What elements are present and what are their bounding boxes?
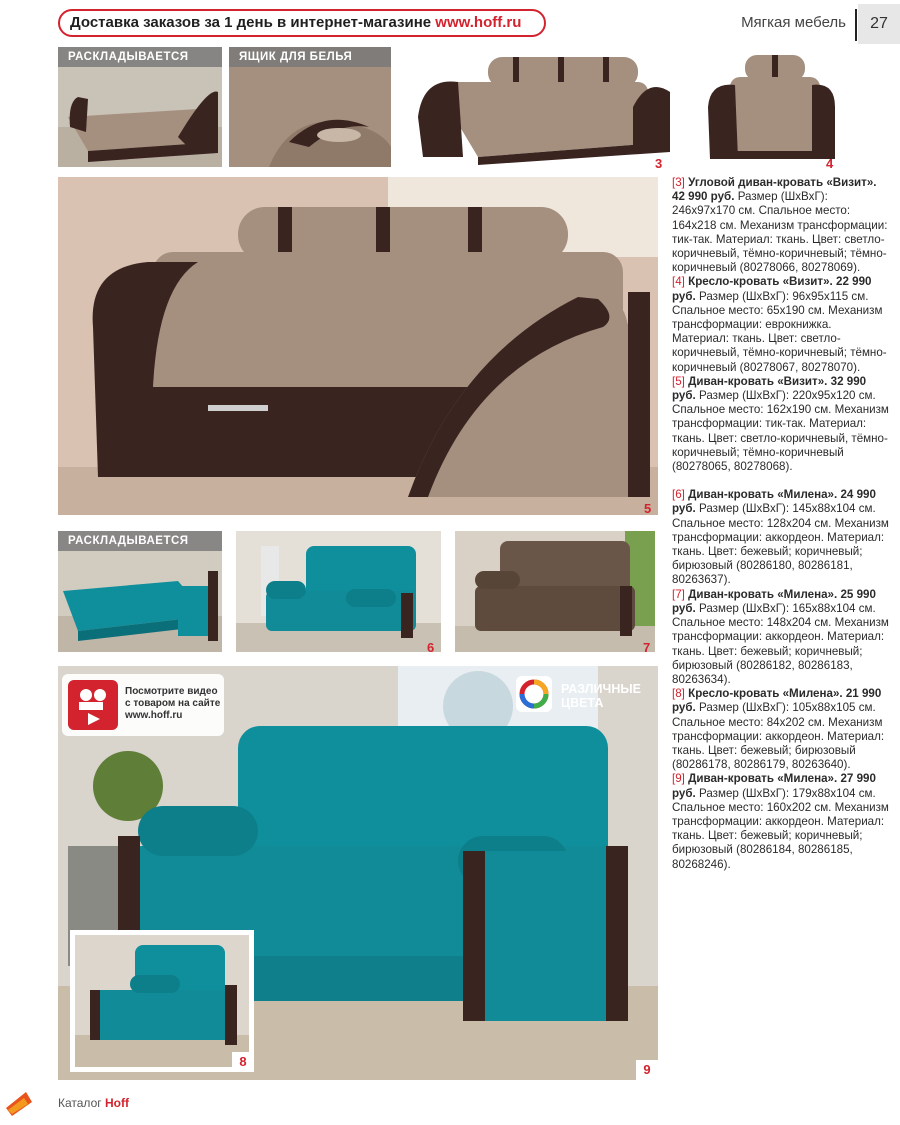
- site-link[interactable]: www.hoff.ru: [435, 14, 522, 31]
- photo-number-6: 6: [427, 640, 435, 655]
- product-9: [9] Диван-кровать «Милена». 27 990 руб. Размер (ШхВхГ): 179х88х104 см. Спальное место: 160х202 см. Механизм трансформации: аккордеон. Материал: ткань. Цвет: бежевый; коричневый; бирюзовый (80286184, 80286185, 80268246).: [672, 772, 889, 871]
- product-5: [5] Диван-кровать «Визит». 32 990 руб. Размер (ШхВхГ): 220х95х120 см. Спальное место: 162х190 см. Механизм трансформации: тик-так. Материал: ткань. Цвет: светло-коричневый, тёмно-коричневый; тёмно-коричневый (80278065, 80278068).: [672, 374, 889, 474]
- product-7: [7] Диван-кровать «Милена». 25 990 руб. Размер (ШхВхГ): 165х88х104 см. Спальное место: 148х204 см. Механизм трансформации: аккордеон. Материал: ткань. Цвет: бежевый; коричневый; бирюзовый (80286182, 80286183, 80263634).: [672, 587, 889, 686]
- photo-unfolded-sofa: [58, 47, 222, 167]
- photo-milena-sofa-7: [455, 531, 655, 652]
- video-promo-box[interactable]: [62, 674, 224, 736]
- inset-photo-frame: [70, 930, 254, 1072]
- tag-linen-box: ЯЩИК ДЛЯ БЕЛЬЯ: [229, 47, 391, 67]
- photo-milena-armchair-8: [75, 935, 249, 1067]
- video-camera-icon: [68, 680, 118, 730]
- photo-sofa-vizit: [58, 177, 658, 515]
- photo-number-5: 5: [644, 501, 652, 516]
- footer-catalog: Каталог Hoff: [58, 1096, 129, 1110]
- product-3: [3] Угловой диван-кровать «Визит». 42 990 руб. Размер (ШхВхГ): 246х97х170 см. Спальное место: 164х218 см. Механизм трансформации: тик-так. Материал: ткань. Цвет: светло-коричневый, тёмно-коричневый; тёмно-коричневый (80278066, 80278069).: [672, 176, 888, 275]
- photo-milena-sofa-6: [236, 531, 441, 652]
- colors-label: РАЗЛИЧНЫЕ ЦВЕТА: [561, 682, 641, 710]
- tag-unfolds: РАСКЛАДЫВАЕТСЯ: [58, 47, 222, 67]
- photo-milena-unfolded: [58, 531, 222, 652]
- photo-number-8: 8: [232, 1052, 254, 1072]
- color-wheel-icon: [516, 676, 552, 712]
- photo-number-7: 7: [643, 640, 651, 655]
- header-divider: [855, 9, 857, 41]
- delivery-banner: [58, 9, 546, 37]
- product-4: [4] Кресло-кровать «Визит». 22 990 руб. Размер (ШхВхГ): 96х95х115 см. Спальное место: 65х190 см. Механизм трансформации: еврокнижка. Материал: ткань. Цвет: светло-коричневый, тёмно-коричневый; тёмно-коричневый (80278067, 80278070).: [672, 275, 887, 374]
- footer-logo-icon: [4, 1088, 34, 1118]
- tag-unfolds-milena: РАСКЛАДЫВАЕТСЯ: [58, 531, 222, 551]
- photo-armchair-vizit: [700, 47, 840, 167]
- photo-number-9: 9: [636, 1060, 658, 1080]
- photo-number-4: 4: [826, 156, 834, 171]
- photo-milena-sofa-9: [58, 666, 658, 1080]
- product-descriptions: [672, 176, 890, 872]
- video-caption: Посмотрите видео с товаром на сайте www.hoff.ru: [125, 686, 221, 721]
- delivery-text: Доставка заказов за 1 день в интернет-магазине: [70, 14, 432, 31]
- product-6: [6] Диван-кровать «Милена». 24 990 руб. Размер (ШхВхГ): 145х88х104 см. Спальное место: 128х204 см. Механизм трансформации: аккордеон. Материал: ткань. Цвет: бежевый; коричневый; бирюзовый (80286180, 80286181, 80263637).: [672, 488, 889, 587]
- product-8: [8] Кресло-кровать «Милена». 21 990 руб. Размер (ШхВхГ): 105х88х105 см. Спальное место: 84х202 см. Механизм трансформации: аккордеон. Материал: ткань. Цвет: бежевый; бирюзовый (80286178, 80286179, 80263640).: [672, 687, 885, 772]
- section-title: Мягкая мебель: [741, 14, 846, 31]
- photo-corner-sofa: [408, 47, 670, 167]
- photo-armrest-detail: [229, 47, 391, 167]
- page-number: 27: [858, 4, 900, 44]
- photo-number-3: 3: [655, 156, 663, 171]
